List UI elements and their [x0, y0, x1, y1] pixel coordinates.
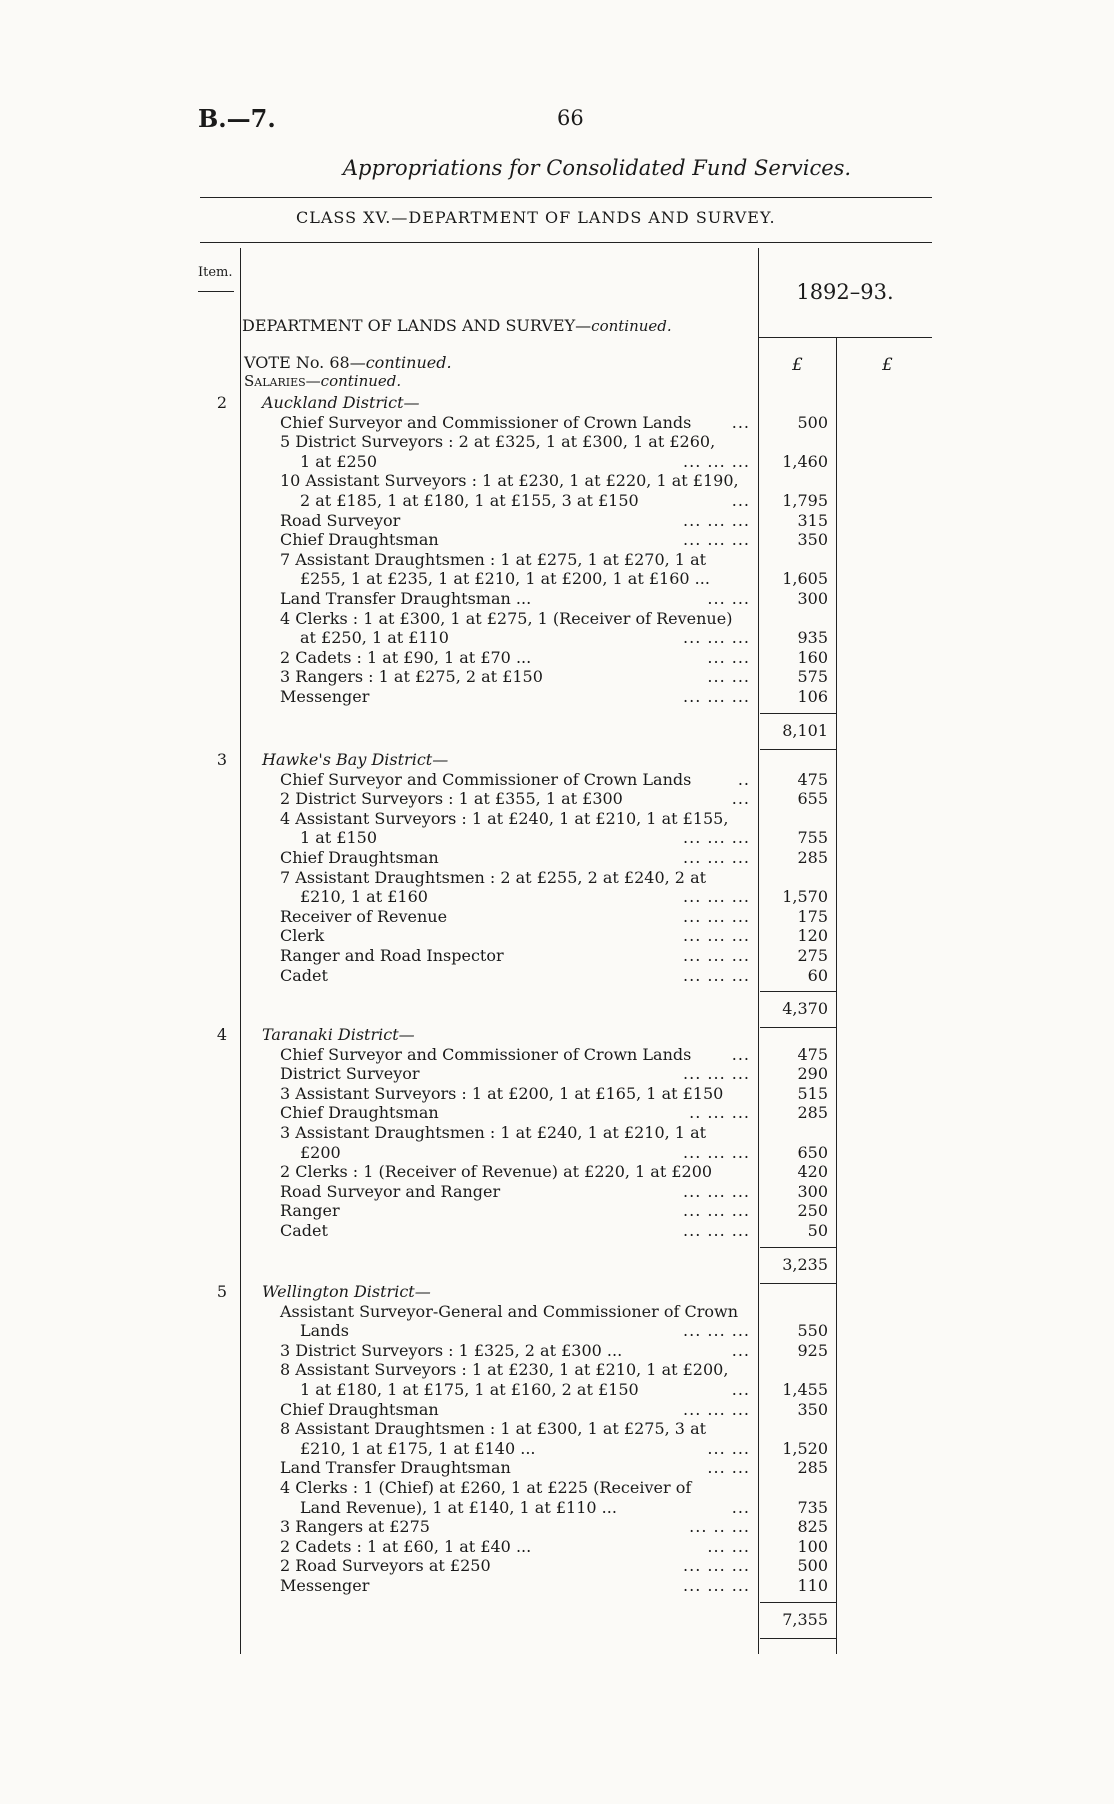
salary-amount: 120 [797, 926, 828, 946]
leader-dots: ... ... ... [683, 887, 750, 907]
salary-description: 7 Assistant Draughtsmen : 2 at £255, 2 at £240, 2 at [280, 867, 707, 887]
salary-amount: 1,570 [782, 887, 828, 907]
salaries-heading [244, 372, 401, 390]
salary-amount: 655 [797, 789, 828, 809]
salary-description: 3 Assistant Draughtsmen : 1 at £240, 1 at £210, 1 at [280, 1123, 707, 1142]
salary-description: Chief Draughtsman [280, 848, 439, 867]
salary-description: Assistant Surveyor-General and Commissioner of Crown [280, 1301, 739, 1321]
leader-dots: ... ... [707, 667, 750, 687]
section-total-underline [760, 749, 836, 750]
salary-amount: 285 [797, 848, 828, 867]
salary-description: 2 Cadets : 1 at £90, 1 at £70 ... [280, 647, 532, 667]
salary-amount: 1,795 [782, 491, 828, 510]
salary-amount: 825 [797, 1517, 828, 1537]
salary-description: 2 Cadets : 1 at £60, 1 at £40 ... [280, 1536, 532, 1556]
salary-description: Road Surveyor [280, 510, 401, 530]
salary-description: 10 Assistant Surveyors : 1 at £230, 1 at £220, 1 at £190, [280, 471, 739, 491]
salary-description: 2 Road Surveyors at £250 [280, 1556, 491, 1576]
salary-description: 4 Assistant Surveyors : 1 at £240, 1 at £210, 1 at £155, [280, 808, 729, 828]
salary-description: 2 at £185, 1 at £180, 1 at £155, 3 at £150 [300, 491, 639, 510]
salary-amount: 350 [797, 1399, 828, 1419]
salary-amount: 500 [797, 1556, 828, 1576]
vote-continued: continued. [365, 353, 452, 372]
district-name: Hawke's Bay District— [262, 750, 449, 769]
salary-description: 2 District Surveyors : 1 at £355, 1 at £300 [280, 789, 623, 809]
page-number: 66 [557, 106, 584, 130]
salary-amount: 300 [797, 1181, 828, 1201]
leader-dots: ... [731, 789, 750, 809]
vote-heading [244, 353, 452, 372]
subtotal-column-divider [836, 338, 837, 1654]
page-title: Appropriations for Consolidated Fund Services. [342, 156, 852, 180]
salary-amount: 500 [797, 412, 828, 432]
salary-amount: 475 [797, 1044, 828, 1064]
leader-dots: ... ... ... [683, 687, 750, 706]
salary-amount: 250 [797, 1201, 828, 1221]
item-header-rule [198, 291, 234, 292]
salary-amount: 50 [807, 1221, 828, 1240]
section-total-underline [760, 1283, 836, 1284]
document-reference: B.—7. [198, 104, 276, 133]
amount-column-divider [758, 248, 759, 1654]
salary-amount: 160 [797, 647, 828, 667]
salary-description: 4 Clerks : 1 at £300, 1 at £275, 1 (Receiver of Revenue) [280, 608, 733, 628]
salary-description: Cadet [280, 965, 328, 985]
district-name: Taranaki District— [262, 1025, 415, 1044]
salary-amount: 1,455 [782, 1380, 828, 1399]
leader-dots: ... [731, 1340, 750, 1360]
salary-amount: 60 [807, 965, 828, 985]
salary-amount: 925 [797, 1340, 828, 1360]
leader-dots: ... ... ... [683, 906, 750, 926]
salary-description: Lands [300, 1321, 349, 1341]
leader-dots: ... ... [707, 1458, 750, 1478]
section-total-rule [760, 1247, 836, 1248]
salary-description: 7 Assistant Draughtsmen : 1 at £275, 1 at £270, 1 at [280, 549, 707, 569]
section-total: 8,101 [782, 720, 828, 740]
leader-dots: ... ... ... [683, 965, 750, 985]
salary-amount: 285 [797, 1458, 828, 1478]
salary-description: £210, 1 at £160 [300, 887, 428, 907]
salary-description: Road Surveyor and Ranger [280, 1181, 501, 1201]
salary-description: 5 District Surveyors : 2 at £325, 1 at £300, 1 at £260, [280, 432, 716, 452]
salary-amount: 110 [797, 1576, 828, 1595]
salary-description: £255, 1 at £235, 1 at £210, 1 at £200, 1 at £160 ... [300, 569, 710, 589]
leader-dots: .. [737, 769, 750, 789]
class-heading: CLASS XV.—DEPARTMENT OF LANDS AND SURVEY. [296, 208, 776, 227]
leader-dots: ... ... ... [683, 1181, 750, 1201]
salary-amount: 420 [797, 1162, 828, 1182]
leader-dots: ... [731, 1380, 750, 1399]
salary-amount: 106 [797, 687, 828, 706]
salary-description: 3 Assistant Surveyors : 1 at £200, 1 at £165, 1 at £150 [280, 1083, 724, 1103]
leader-dots: ... [731, 1044, 750, 1064]
salary-description: Land Transfer Draughtsman ... [280, 589, 532, 608]
salary-description: £200 [300, 1142, 341, 1162]
salary-description: 2 Clerks : 1 (Receiver of Revenue) at £220, 1 at £200 [280, 1162, 713, 1182]
year-header: 1892–93. [796, 280, 894, 304]
currency-symbol-column2: £ [882, 355, 893, 375]
salary-description: at £250, 1 at £110 [300, 628, 449, 648]
leader-dots: ... ... [707, 647, 750, 667]
salary-amount: 650 [797, 1142, 828, 1162]
leader-dots: ... ... [707, 1438, 750, 1458]
salary-description: Chief Surveyor and Commissioner of Crown Lands [280, 412, 692, 432]
salary-description: Land Revenue), 1 at £140, 1 at £110 ... [300, 1497, 617, 1517]
salary-description: 8 Assistant Draughtsmen : 1 at £300, 1 at £275, 3 at [280, 1419, 707, 1439]
item-number: 3 [216, 750, 228, 769]
salary-amount: 1,605 [782, 569, 828, 589]
salary-amount: 550 [797, 1321, 828, 1341]
salary-description: 1 at £180, 1 at £175, 1 at £160, 2 at £150 [300, 1380, 639, 1399]
leader-dots: .. ... ... [689, 1103, 750, 1123]
salary-amount: 735 [797, 1497, 828, 1517]
salary-description: 8 Assistant Surveyors : 1 at £230, 1 at £210, 1 at £200, [280, 1360, 729, 1380]
leader-dots: ... ... [707, 1536, 750, 1556]
department-name: DEPARTMENT OF LANDS AND SURVEY— [242, 316, 592, 335]
leader-dots: ... ... ... [683, 1064, 750, 1084]
salary-description: Receiver of Revenue [280, 906, 448, 926]
salary-amount: 935 [797, 628, 828, 648]
leader-dots: ... [731, 412, 750, 432]
leader-dots: ... ... ... [683, 530, 750, 550]
leader-dots: ... ... ... [683, 828, 750, 848]
section-total: 4,370 [782, 999, 828, 1019]
leader-dots: ... ... ... [683, 946, 750, 965]
salary-description: 1 at £250 [300, 451, 378, 471]
salary-description: Land Transfer Draughtsman [280, 1458, 511, 1478]
top-rule [200, 197, 932, 198]
leader-dots: ... ... ... [683, 1201, 750, 1221]
salary-amount: 1,460 [782, 451, 828, 471]
leader-dots: ... ... ... [683, 1556, 750, 1576]
salary-description: Chief Draughtsman [280, 1399, 439, 1419]
salaries-label: Salaries— [244, 372, 321, 390]
section-total-underline [760, 1027, 836, 1028]
salary-description: District Surveyor [280, 1064, 420, 1084]
salary-description: £210, 1 at £175, 1 at £140 ... [300, 1438, 536, 1458]
salary-amount: 1,520 [782, 1438, 828, 1458]
section-total-rule [760, 1602, 836, 1603]
salary-amount: 755 [797, 828, 828, 848]
salary-amount: 175 [797, 906, 828, 926]
leader-dots: ... ... ... [683, 628, 750, 648]
salary-description: 4 Clerks : 1 (Chief) at £260, 1 at £225 (Receiver of [280, 1478, 692, 1497]
section-total-underline [760, 1638, 836, 1639]
leader-dots: ... [731, 491, 750, 510]
salary-description: Chief Draughtsman [280, 530, 439, 550]
salary-amount: 275 [797, 946, 828, 965]
salary-description: Chief Surveyor and Commissioner of Crown Lands [280, 1044, 692, 1064]
salary-description: Chief Surveyor and Commissioner of Crown Lands [280, 769, 692, 789]
salary-amount: 515 [797, 1083, 828, 1103]
item-number: 5 [216, 1282, 228, 1301]
salary-amount: 100 [797, 1536, 828, 1556]
salary-description: 3 District Surveyors : 1 £325, 2 at £300 ... [280, 1340, 623, 1360]
vote-label: VOTE No. 68— [244, 353, 366, 372]
item-column-divider [240, 248, 241, 1654]
salary-amount: 475 [797, 769, 828, 789]
class-rule [200, 242, 932, 243]
salary-description: Chief Draughtsman [280, 1103, 439, 1123]
salary-description: Ranger and Road Inspector [280, 946, 504, 965]
leader-dots: ... ... ... [683, 1142, 750, 1162]
year-rule [758, 337, 932, 338]
leader-dots: ... ... ... [683, 848, 750, 867]
section-total-rule [760, 991, 836, 992]
salary-amount: 575 [797, 667, 828, 687]
salaries-continued: continued. [320, 372, 402, 390]
section-total-rule [760, 713, 836, 714]
item-column-header: Item. [198, 265, 233, 280]
leader-dots: ... ... ... [683, 1576, 750, 1595]
leader-dots: ... [731, 1497, 750, 1517]
salary-description: Clerk [280, 926, 325, 946]
continued-label: continued. [591, 317, 672, 335]
leader-dots: ... ... ... [683, 1321, 750, 1341]
leader-dots: ... ... ... [683, 926, 750, 946]
salary-description: Messenger [280, 1576, 370, 1595]
district-name: Auckland District— [262, 393, 420, 412]
leader-dots: ... ... ... [683, 1221, 750, 1240]
salary-amount: 350 [797, 530, 828, 550]
salary-description: 3 Rangers at £275 [280, 1517, 430, 1537]
section-total: 7,355 [782, 1609, 828, 1629]
salary-description: 3 Rangers : 1 at £275, 2 at £150 [280, 667, 543, 687]
section-total: 3,235 [782, 1254, 828, 1274]
salary-amount: 300 [797, 589, 828, 608]
leader-dots: ... ... ... [683, 451, 750, 471]
salary-amount: 315 [797, 510, 828, 530]
leader-dots: ... ... ... [683, 1399, 750, 1419]
department-continued-heading [242, 316, 672, 335]
salary-description: Messenger [280, 687, 370, 706]
leader-dots: ... ... ... [683, 510, 750, 530]
salary-description: Ranger [280, 1201, 340, 1221]
salary-amount: 290 [797, 1064, 828, 1084]
leader-dots: ... .. ... [689, 1517, 750, 1537]
item-number: 4 [216, 1025, 228, 1044]
item-number: 2 [216, 393, 228, 412]
currency-symbol-column1: £ [792, 355, 803, 375]
leader-dots: ... ... [707, 589, 750, 608]
salary-amount: 285 [797, 1103, 828, 1123]
district-name: Wellington District— [262, 1282, 431, 1301]
salary-description: 1 at £150 [300, 828, 378, 848]
salary-description: Cadet [280, 1221, 328, 1240]
